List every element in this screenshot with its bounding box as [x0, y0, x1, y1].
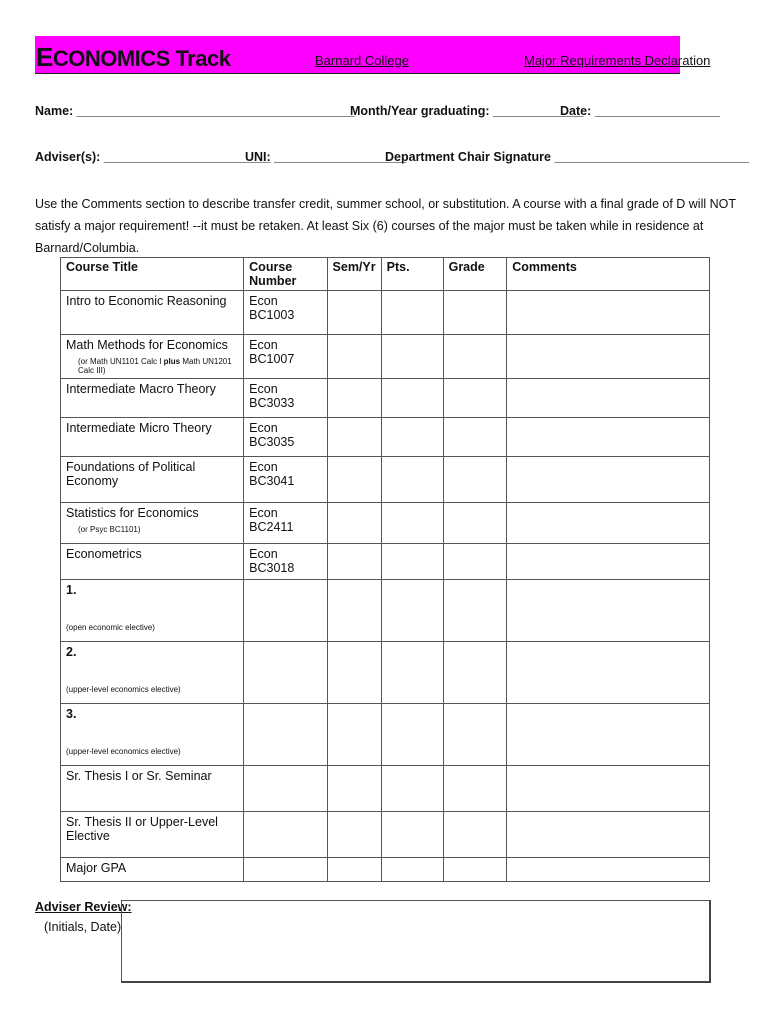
comments-cell[interactable]: [507, 812, 710, 858]
course-table: [60, 257, 710, 882]
table-header-row: [61, 258, 710, 291]
course-number: Econ BC3041: [244, 457, 327, 503]
grade-cell[interactable]: [443, 642, 507, 704]
grade-cell[interactable]: [443, 418, 507, 457]
comments-cell[interactable]: [507, 580, 710, 642]
sem-yr-cell[interactable]: [327, 642, 381, 704]
pts-cell[interactable]: [381, 379, 443, 418]
header-course-title: Course Title: [61, 258, 244, 291]
page-title: ECONOMICS Track: [36, 42, 231, 72]
course-number: Econ BC3018: [244, 544, 327, 580]
comments-cell[interactable]: [507, 544, 710, 580]
pts-cell[interactable]: [381, 812, 443, 858]
adviser-review-box[interactable]: [121, 900, 711, 983]
pts-cell[interactable]: [381, 642, 443, 704]
chair-signature-field[interactable]: Department Chair Signature ____________________________: [385, 150, 750, 164]
table-row: [61, 457, 710, 503]
course-title: Intermediate Micro Theory: [61, 418, 244, 457]
elective-cell: [61, 704, 244, 766]
sem-yr-cell[interactable]: [327, 766, 381, 812]
sem-yr-cell[interactable]: [327, 704, 381, 766]
adviser-review-label: Adviser Review:: [35, 900, 132, 914]
pts-cell[interactable]: [381, 503, 443, 544]
header-comments: Comments: [507, 258, 710, 291]
course-number: Econ BC3035: [244, 418, 327, 457]
table-row: [61, 418, 710, 457]
grade-cell[interactable]: [443, 580, 507, 642]
table-row: [61, 580, 710, 642]
course-title-cell: [61, 503, 244, 544]
major-gpa-label: Major GPA: [61, 858, 244, 882]
name-field[interactable]: Name: ________________________________________: [35, 104, 355, 118]
table-row: [61, 704, 710, 766]
uni-field[interactable]: UNI: ___________________: [245, 150, 407, 164]
sem-yr-cell[interactable]: [327, 418, 381, 457]
elective-note: (open economic elective): [66, 623, 155, 632]
course-number-cell[interactable]: [244, 704, 327, 766]
course-title: Intro to Economic Reasoning: [61, 291, 244, 335]
elective-cell: [61, 580, 244, 642]
pts-cell[interactable]: [381, 335, 443, 379]
course-number-cell[interactable]: [244, 642, 327, 704]
header-sem-yr: Sem/Yr: [327, 258, 381, 291]
table-row: [61, 335, 710, 379]
advisers-field[interactable]: Adviser(s): ________________________: [35, 150, 271, 164]
grade-cell[interactable]: [443, 704, 507, 766]
sem-yr-cell[interactable]: [327, 457, 381, 503]
course-title: Statistics for Economics: [66, 506, 199, 520]
course-number-cell[interactable]: [244, 580, 327, 642]
elective-note: (upper-level economics elective): [66, 747, 181, 756]
pts-cell[interactable]: [381, 544, 443, 580]
pts-cell[interactable]: [381, 858, 443, 882]
elective-number: 1.: [66, 583, 77, 597]
grade-cell[interactable]: [443, 457, 507, 503]
elective-note: (upper-level economics elective): [66, 685, 181, 694]
course-note: (or Math UN1101 Calc I plus Math UN1201 Calc III): [78, 357, 232, 375]
comments-cell[interactable]: [507, 503, 710, 544]
comments-cell[interactable]: [507, 457, 710, 503]
pts-cell[interactable]: [381, 704, 443, 766]
grade-cell[interactable]: [443, 812, 507, 858]
course-title-cell: [61, 335, 244, 379]
course-number-cell[interactable]: [244, 766, 327, 812]
comments-cell[interactable]: [507, 766, 710, 812]
date-field[interactable]: Date: __________________: [560, 104, 720, 118]
table-row: [61, 858, 710, 882]
grade-cell[interactable]: [443, 503, 507, 544]
course-note: (or Psyc BC1101): [78, 525, 141, 534]
course-number-cell[interactable]: [244, 858, 327, 882]
grade-cell[interactable]: [443, 544, 507, 580]
course-title: Econometrics: [61, 544, 244, 580]
pts-cell[interactable]: [381, 580, 443, 642]
comments-cell[interactable]: [507, 858, 710, 882]
sem-yr-cell[interactable]: [327, 503, 381, 544]
course-number: Econ BC2411: [244, 503, 327, 544]
comments-cell[interactable]: [507, 291, 710, 335]
comments-cell[interactable]: [507, 704, 710, 766]
course-number: Econ BC3033: [244, 379, 327, 418]
sem-yr-cell[interactable]: [327, 291, 381, 335]
course-title: Math Methods for Economics: [66, 338, 228, 352]
course-number: Econ BC1007: [244, 335, 327, 379]
header-pts: Pts.: [381, 258, 443, 291]
pts-cell[interactable]: [381, 766, 443, 812]
table-row: [61, 642, 710, 704]
course-title: Sr. Thesis II or Upper-Level Elective: [61, 812, 244, 858]
course-title: Foundations of Political Economy: [61, 457, 244, 503]
course-number-cell[interactable]: [244, 812, 327, 858]
sem-yr-cell[interactable]: [327, 544, 381, 580]
header-course-number: Course Number: [244, 258, 327, 291]
sem-yr-cell[interactable]: [327, 812, 381, 858]
table-row: [61, 544, 710, 580]
sem-yr-cell[interactable]: [327, 335, 381, 379]
elective-number: 2.: [66, 645, 77, 659]
comments-cell[interactable]: [507, 418, 710, 457]
grade-cell[interactable]: [443, 379, 507, 418]
table-row: [61, 503, 710, 544]
elective-cell: [61, 642, 244, 704]
header-divider: [35, 73, 680, 74]
table-row: [61, 812, 710, 858]
course-number: Econ BC1003: [244, 291, 327, 335]
grade-cell[interactable]: [443, 291, 507, 335]
instructions-text: Use the Comments section to describe transfer credit, summer school, or substitution. A course with a final grade of D will NOT satisfy a major requirement! --it must be retaken. At least Six (6) courses of the major must be taken while in residence at Barnard/Columbia.: [35, 197, 736, 255]
pts-cell[interactable]: [381, 418, 443, 457]
adviser-review-sublabel: (Initials, Date): [44, 920, 122, 934]
header-grade: Grade: [443, 258, 507, 291]
sem-yr-cell[interactable]: [327, 858, 381, 882]
comments-cell[interactable]: [507, 642, 710, 704]
pts-cell[interactable]: [381, 457, 443, 503]
comments-cell[interactable]: [507, 335, 710, 379]
comments-cell[interactable]: [507, 379, 710, 418]
sem-yr-cell[interactable]: [327, 580, 381, 642]
course-title: Intermediate Macro Theory: [61, 379, 244, 418]
table-row: [61, 291, 710, 335]
table-row: [61, 766, 710, 812]
grade-cell[interactable]: [443, 858, 507, 882]
table-row: [61, 379, 710, 418]
month-year-field[interactable]: Month/Year graduating: _____________: [350, 104, 584, 118]
elective-number: 3.: [66, 707, 77, 721]
declaration-title: Major Requirements Declaration: [524, 53, 711, 68]
grade-cell[interactable]: [443, 335, 507, 379]
course-title: Sr. Thesis I or Sr. Seminar: [61, 766, 244, 812]
grade-cell[interactable]: [443, 766, 507, 812]
sem-yr-cell[interactable]: [327, 379, 381, 418]
college-name: Barnard College: [315, 53, 409, 68]
pts-cell[interactable]: [381, 291, 443, 335]
